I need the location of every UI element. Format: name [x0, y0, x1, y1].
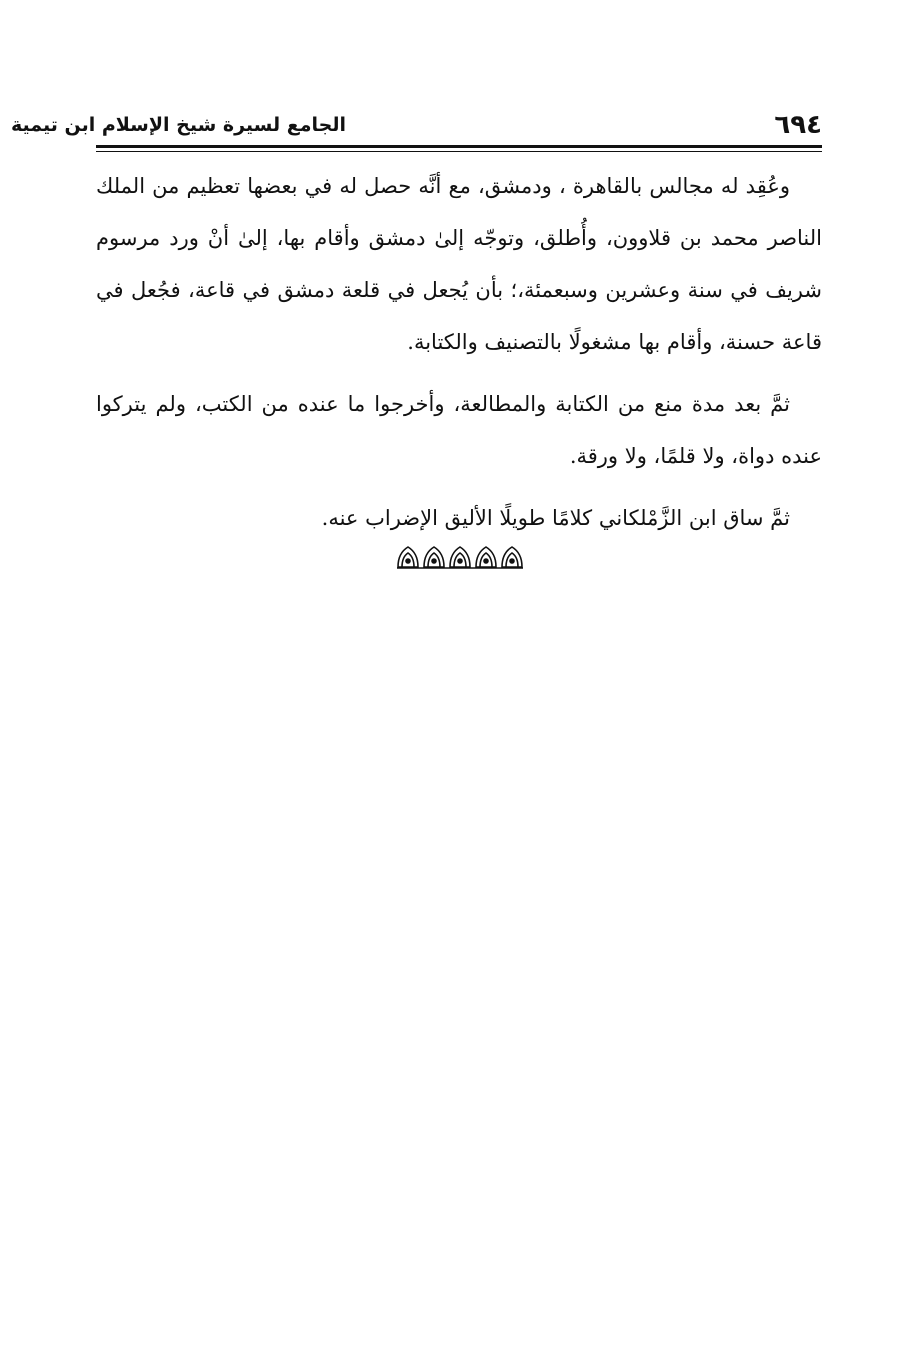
paragraph: ثمَّ بعد مدة منع من الكتابة والمطالعة، وأخرجوا ما عنده من الكتب، ولم يتركوا عنده دواة، ولا قلمًا، ولا ورقة.: [96, 392, 822, 468]
header-rule-thin: [96, 151, 822, 152]
floral-ornament-icon: [395, 544, 525, 574]
header-rule-thick: [96, 145, 822, 148]
book-title: الجامع لسيرة شيخ الإسلام ابن تيمية: [10, 114, 346, 136]
page-number: ٦٩٤: [774, 110, 822, 140]
paragraph: ثمَّ ساق ابن الزَّمْلكاني كلامًا طويلًا الأليق الإضراب عنه.: [321, 506, 790, 530]
body-text: [96, 160, 822, 544]
running-head: [10, 104, 822, 144]
paragraph: وعُقِد له مجالس بالقاهرة ، ودمشق، مع أنَّه حصل له في بعضها تعظيم من الملك الناصر محمد بن قلاوون، وأُطلق، وتوجّه إلىٰ دمشق وأقام بها، إلىٰ أنْ ورد مرسوم شريف في سنة وعشرين وسبعمئة،؛ بأن يُجعل في قلعة دمشق في قاعة، فجُعل في قاعة حسنة، وأقام بها مشغولًا بالتصنيف والكتابة.: [96, 174, 822, 354]
